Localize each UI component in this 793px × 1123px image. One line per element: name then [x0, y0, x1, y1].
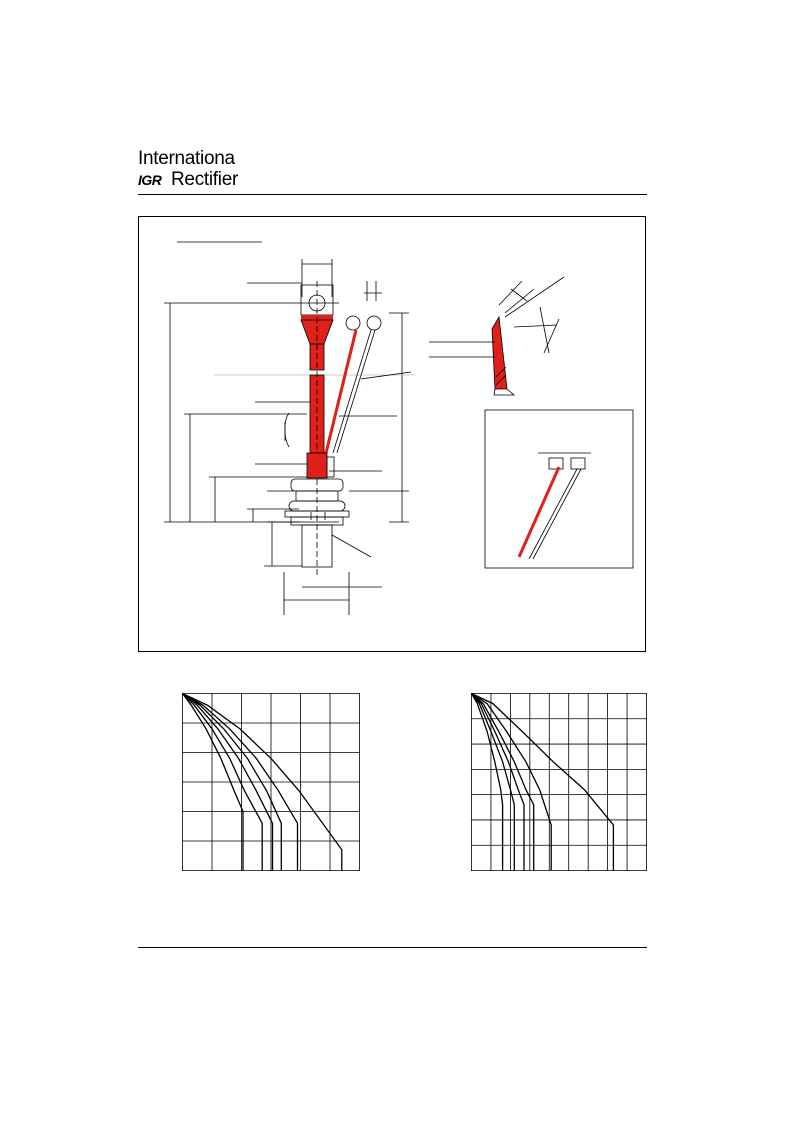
gate-eyelet [346, 316, 360, 330]
brand-mark: IGR [138, 172, 162, 188]
footer-rule [138, 947, 647, 948]
outline-drawing [139, 217, 647, 653]
inset-eyelet [549, 458, 563, 469]
chart-right [471, 693, 647, 871]
cable-bend-arc [285, 413, 289, 447]
leader-line [361, 372, 411, 379]
extension-line [505, 277, 564, 317]
cable-sleeve [307, 453, 327, 478]
inset-eyelet [571, 458, 585, 469]
dimension-line [511, 289, 527, 301]
header-rule [138, 194, 647, 195]
outline-drawing-frame [138, 216, 646, 652]
series-curve [472, 694, 525, 871]
leader-line [332, 535, 371, 557]
lug-hatch [494, 389, 514, 395]
chart-right-plot [471, 693, 647, 871]
main-lead-lower [310, 375, 324, 453]
extension-line [540, 307, 549, 353]
lug-side-view [492, 317, 507, 389]
brand-name-line2: Rectifier [171, 169, 238, 190]
extension-line [505, 289, 534, 313]
detail-inset [485, 410, 633, 568]
inset-red-lead [519, 467, 559, 557]
chart-left-plot [182, 693, 360, 871]
dimension-line [514, 325, 557, 327]
aux-lead-inner [337, 330, 375, 453]
aux-eyelet [367, 316, 381, 330]
brand-name-line1: Internationa [138, 148, 235, 169]
inset-lead [533, 469, 581, 559]
chart-left [182, 693, 360, 871]
gate-lead [326, 330, 356, 453]
gate-connector [327, 457, 334, 477]
dimension-line [544, 319, 559, 353]
